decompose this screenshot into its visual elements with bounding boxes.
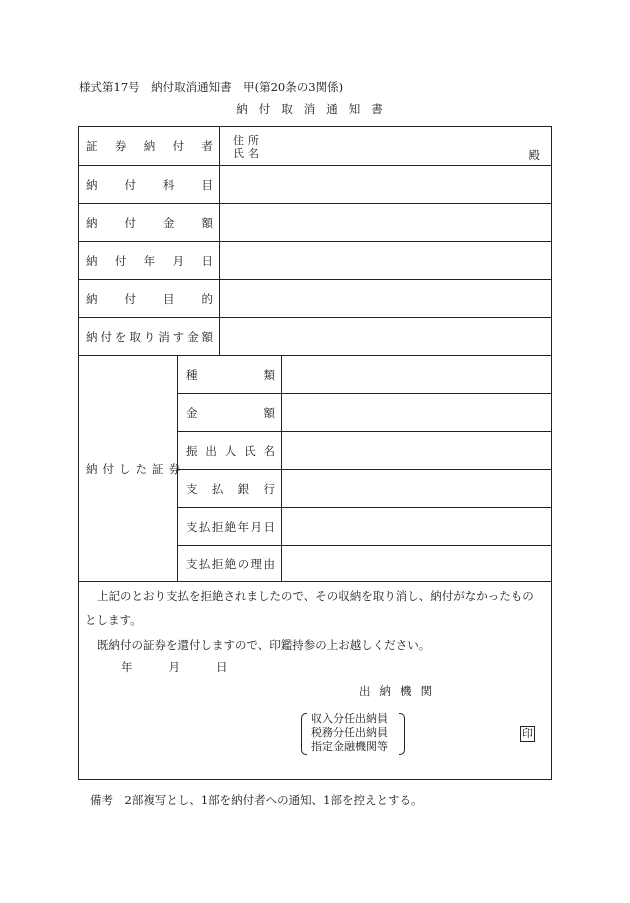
payment-item-label xyxy=(86,177,213,193)
label-char: 納 xyxy=(86,329,98,344)
label-char: 納 xyxy=(86,291,98,306)
label-char: 支 xyxy=(186,557,198,571)
label-char: 絶 xyxy=(224,519,237,534)
label-char: 的 xyxy=(201,291,213,306)
label-char: 類 xyxy=(263,367,275,382)
cancel-amount-label xyxy=(86,329,213,345)
right-brace xyxy=(399,713,405,755)
label-char: の xyxy=(237,557,250,571)
label-char: 金 xyxy=(187,329,199,344)
remarks: 備考 2部複写とし、1部を納付者への通知、1部を控えとする。 xyxy=(90,793,423,807)
form-number: 様式第17号 納付取消通知書 甲(第20条の3関係) xyxy=(79,80,344,94)
label-char: 拒 xyxy=(211,557,224,571)
label-char: 目 xyxy=(201,177,213,192)
date-month: 月 xyxy=(168,660,180,674)
label-char: 月 xyxy=(250,519,263,534)
address-label: 住所 xyxy=(233,134,263,147)
label-char: 氏 xyxy=(244,443,256,458)
label-char: 納 xyxy=(86,253,98,268)
label-char: 納 xyxy=(143,139,156,153)
label-char: 支 xyxy=(186,519,198,534)
label-char: り xyxy=(143,329,156,344)
honorific: 殿 xyxy=(528,148,540,162)
refusal-reason-label xyxy=(186,556,275,572)
officer-receipt: 収入分任出納員 xyxy=(311,712,388,725)
label-char: 行 xyxy=(263,481,275,496)
label-char: 取 xyxy=(129,329,141,344)
payer-row xyxy=(79,127,551,165)
label-char: 付 xyxy=(172,139,185,153)
label-char: 拒 xyxy=(211,519,224,534)
cancellation-form xyxy=(78,126,552,780)
label-char: し xyxy=(119,461,131,476)
label-char: た xyxy=(135,461,147,476)
label-char: 年 xyxy=(143,253,156,268)
label-char: 絶 xyxy=(224,557,237,571)
notice-paragraph-2: 既納付の証券を還付しますので、印鑑持参の上お越しください。 xyxy=(97,638,431,652)
label-char: 付 xyxy=(124,291,136,306)
left-brace xyxy=(301,713,307,755)
label-char: 金 xyxy=(186,405,198,420)
label-char: 納 xyxy=(86,461,98,476)
label-char: 消 xyxy=(158,329,170,344)
label-char: 支 xyxy=(186,481,198,496)
label-char: 額 xyxy=(263,405,275,420)
label-char: を xyxy=(114,329,127,344)
label-char: 者 xyxy=(201,139,213,153)
security-amount-label xyxy=(186,405,275,421)
payer-address-name xyxy=(233,134,263,160)
name-label: 氏名 xyxy=(233,147,263,160)
refusal-date-label xyxy=(186,519,275,535)
label-char: す xyxy=(172,329,185,344)
label-char: 名 xyxy=(263,443,275,458)
officer-bank: 指定金融機関等 xyxy=(311,740,388,753)
payment-item-row xyxy=(79,165,551,203)
label-char: 券 xyxy=(114,139,127,153)
security-type-label xyxy=(186,367,275,383)
label-char: 年 xyxy=(237,519,250,534)
notice-paragraph-1-cont: とします。 xyxy=(85,613,142,627)
label-char: 理 xyxy=(250,557,263,571)
payment-purpose-row xyxy=(79,279,551,317)
label-char: 種 xyxy=(186,367,198,382)
label-char: 券 xyxy=(168,461,180,476)
label-char: 払 xyxy=(198,519,211,534)
officers-group xyxy=(301,712,405,756)
form-title: 納付取消通知書 xyxy=(236,102,394,116)
payer-label xyxy=(86,138,213,154)
label-char: 日 xyxy=(263,519,275,534)
label-char: 科 xyxy=(163,177,175,192)
securities-group-label xyxy=(86,461,180,477)
cancel-amount-row xyxy=(79,317,551,355)
label-char: 目 xyxy=(163,291,175,306)
payment-amount-row xyxy=(79,203,551,241)
label-char: 額 xyxy=(201,329,213,344)
label-char: 付 xyxy=(100,329,112,344)
label-char: 振 xyxy=(186,443,198,458)
officer-tax: 税務分任出納員 xyxy=(311,726,388,739)
payment-amount-label xyxy=(86,215,213,231)
label-char: 払 xyxy=(198,557,211,571)
label-char: 人 xyxy=(224,443,237,458)
institution-title: 出納機関 xyxy=(359,684,441,698)
seal-mark: 印 xyxy=(522,727,533,740)
payment-purpose-label xyxy=(86,291,213,307)
paying-bank-label xyxy=(186,481,275,497)
label-char: 納 xyxy=(86,215,98,230)
payment-date-row xyxy=(79,241,551,279)
label-char: 納 xyxy=(86,177,98,192)
date-line xyxy=(121,659,228,675)
label-char: 月 xyxy=(172,253,185,268)
payment-date-label xyxy=(86,253,213,269)
label-char: 付 xyxy=(124,177,136,192)
label-char: 付 xyxy=(102,461,114,476)
date-year: 年 xyxy=(121,660,133,674)
label-char: 付 xyxy=(114,253,127,268)
securities-block xyxy=(79,355,551,581)
notice-paragraph-1: 上記のとおり支払を拒絶されましたので、その収納を取り消し、納付がなかったもの xyxy=(97,589,534,603)
date-day: 日 xyxy=(216,660,228,674)
label-char: 払 xyxy=(211,481,224,496)
label-char: 由 xyxy=(263,557,275,571)
label-char: 証 xyxy=(152,461,164,476)
label-char: 銀 xyxy=(237,481,250,496)
drawer-name-label xyxy=(186,443,275,459)
label-char: 金 xyxy=(163,215,175,230)
label-char: 証 xyxy=(86,139,98,153)
label-char: 額 xyxy=(201,215,213,230)
label-char: 出 xyxy=(205,443,217,458)
label-char: 付 xyxy=(124,215,136,230)
label-char: 日 xyxy=(201,253,213,268)
